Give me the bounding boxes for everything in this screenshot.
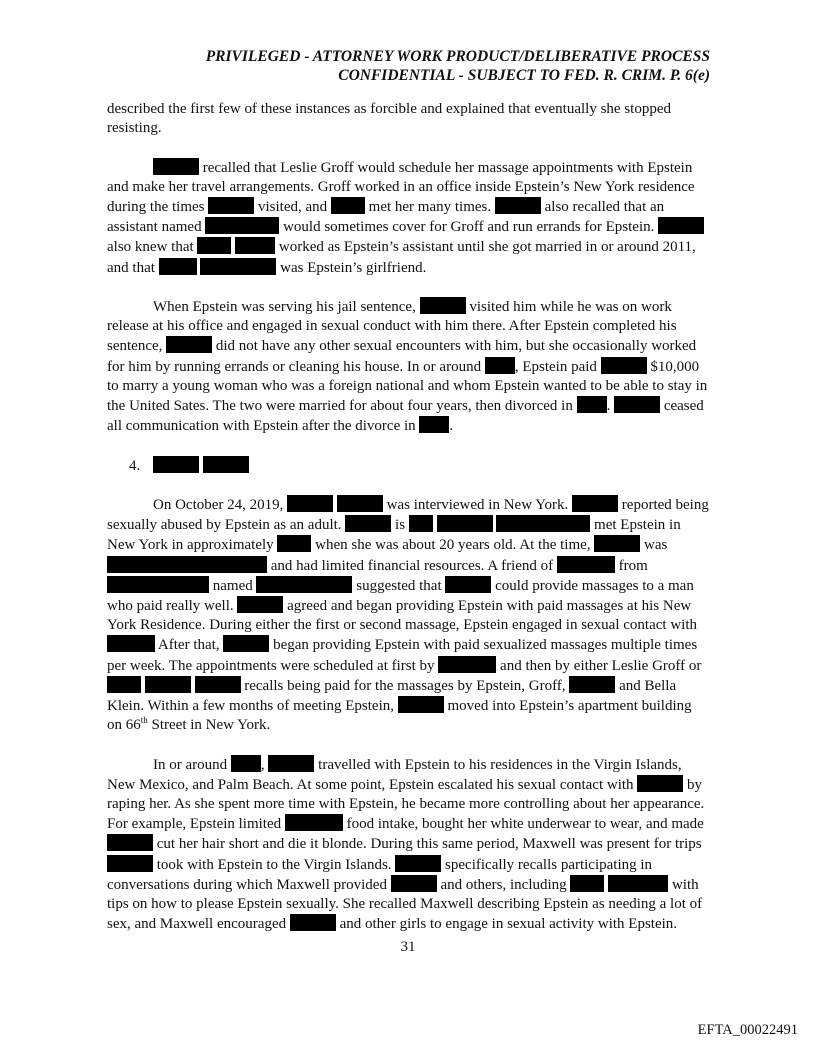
redaction-box [601,357,647,374]
redaction-box [195,676,241,693]
paragraph-2: recalled that Leslie Groff would schedule her massage appointments with Epstein and make her travel arrangements. Groff worked in an office inside Epstein’s New York residence during the times visited, and met her many times. also recalled that an assistant named would sometimes cover for Groff and run errands for Epstein. also knew that worked as Epstein’s assistant until she got married in or around 2011, and that was Epstein’s girlfriend. [107,158,710,278]
redaction-box [153,158,199,175]
redaction-box [572,495,618,512]
redaction-box [445,576,491,593]
redaction-box [145,676,191,693]
redaction-box [495,197,541,214]
redaction-box [107,676,141,693]
redaction-box [205,217,279,234]
section-heading: 4. [129,456,710,476]
document-body [107,100,710,954]
redaction-box [285,814,343,831]
redaction-box [337,495,383,512]
redaction-box [345,515,391,532]
header-line-1: PRIVILEGED - ATTORNEY WORK PRODUCT/DELIBERATIVE PROCESS [205,48,710,65]
redaction-box [268,755,314,772]
redaction-box [200,258,276,275]
redaction-box [159,258,197,275]
paragraph-3: When Epstein was serving his jail sentence, visited him while he was on work release at his office and engaged in sexual conduct with him there. After Epstein completed his sentence, did not have any other sexual encounters with him, but she occasionally worked for him by running errands or cleaning his house. In or around , Epstein paid $10,000 to marry a young woman who was a foreign national and whom Epstein wanted to be able to stay in the United Sates. The two were married for about four years, then divorced in . ceased all communication with Epstein after the divorce in . [107,299,708,435]
redaction-box [208,197,254,214]
redaction-box [107,635,155,652]
redaction-box [277,535,311,552]
redaction-box [203,456,249,473]
redaction-box [496,515,590,532]
redaction-box [485,357,515,374]
redaction-box [153,456,199,473]
bates-number: EFTA_00022491 [697,1022,798,1038]
redaction-box [577,396,607,413]
redaction-box [290,914,336,931]
redaction-box [107,576,209,593]
redaction-box [287,495,333,512]
redaction-box [594,535,640,552]
redaction-box [637,775,683,792]
redaction-box [437,515,493,532]
redaction-box [398,696,444,713]
redaction-box [223,635,269,652]
redaction-box [419,416,449,433]
redaction-box [391,875,437,892]
redaction-box [438,656,496,673]
redaction-box [235,237,275,254]
header-line-2: CONFIDENTIAL - SUBJECT TO FED. R. CRIM. P. 6(e) [338,67,710,84]
redaction-box [658,217,704,234]
redaction-box [331,197,365,214]
redaction-box [569,676,615,693]
privilege-header [206,47,710,85]
redaction-box [107,556,267,573]
paragraph-1: described the first few of these instances as forcible and explained that eventually she stopped resisting. [107,101,671,137]
redaction-box [107,855,153,872]
redaction-box [237,596,283,613]
redaction-box [395,855,441,872]
redaction-box [557,556,615,573]
redaction-box [166,336,212,353]
redaction-box [608,875,668,892]
redaction-box [256,576,352,593]
redaction-box [570,875,604,892]
paragraph-4: On October 24, 2019, was interviewed in New York. reported being sexually abused by Epstein as an adult. is met Epstein in New York in approximately when she was about 20 years old. At the time, was and had limited financial resources. A friend of from named suggested that could provide massages to a man who paid really well. agreed and began providing Epstein with paid massages at his New York Residence. During either the first or second massage, Epstein engaged in sexual contact with After that, began providing Epstein with paid sexualized massages multiple times per week. The appointments were scheduled at first by and then by either Leslie Groff or recalls being paid for the massages by Epstein, Groff, and Bella Klein. Within a few months of meeting Epstein, moved into Epstein’s apartment building on 66th Street in New York. [107,497,709,734]
redaction-box [107,834,153,851]
redaction-box [197,237,231,254]
redaction-box [231,755,261,772]
redaction-box [614,396,660,413]
redaction-box [420,297,466,314]
redaction-box [409,515,433,532]
paragraph-5: In or around , travelled with Epstein to his residences in the Virgin Islands, New Mexico, and Palm Beach. At some point, Epstein escalated his sexual contact with by raping her. As she spent more time with Epstein, he became more controlling about her appearance. For example, Epstein limited food intake, bought her white underwear to wear, and made cut her hair short and die it blonde. During this same period, Maxwell was present for trips took with Epstein to the Virgin Islands. specifically recalls participating in conversations during which Maxwell provided and others, including with tips on how to please Epstein sexually. She recalled Maxwell describing Epstein as needing a lot of sex, and Maxwell encouraged and other girls to engage in sexual activity with Epstein. [107,756,705,933]
page-number: 31 [400,939,416,955]
